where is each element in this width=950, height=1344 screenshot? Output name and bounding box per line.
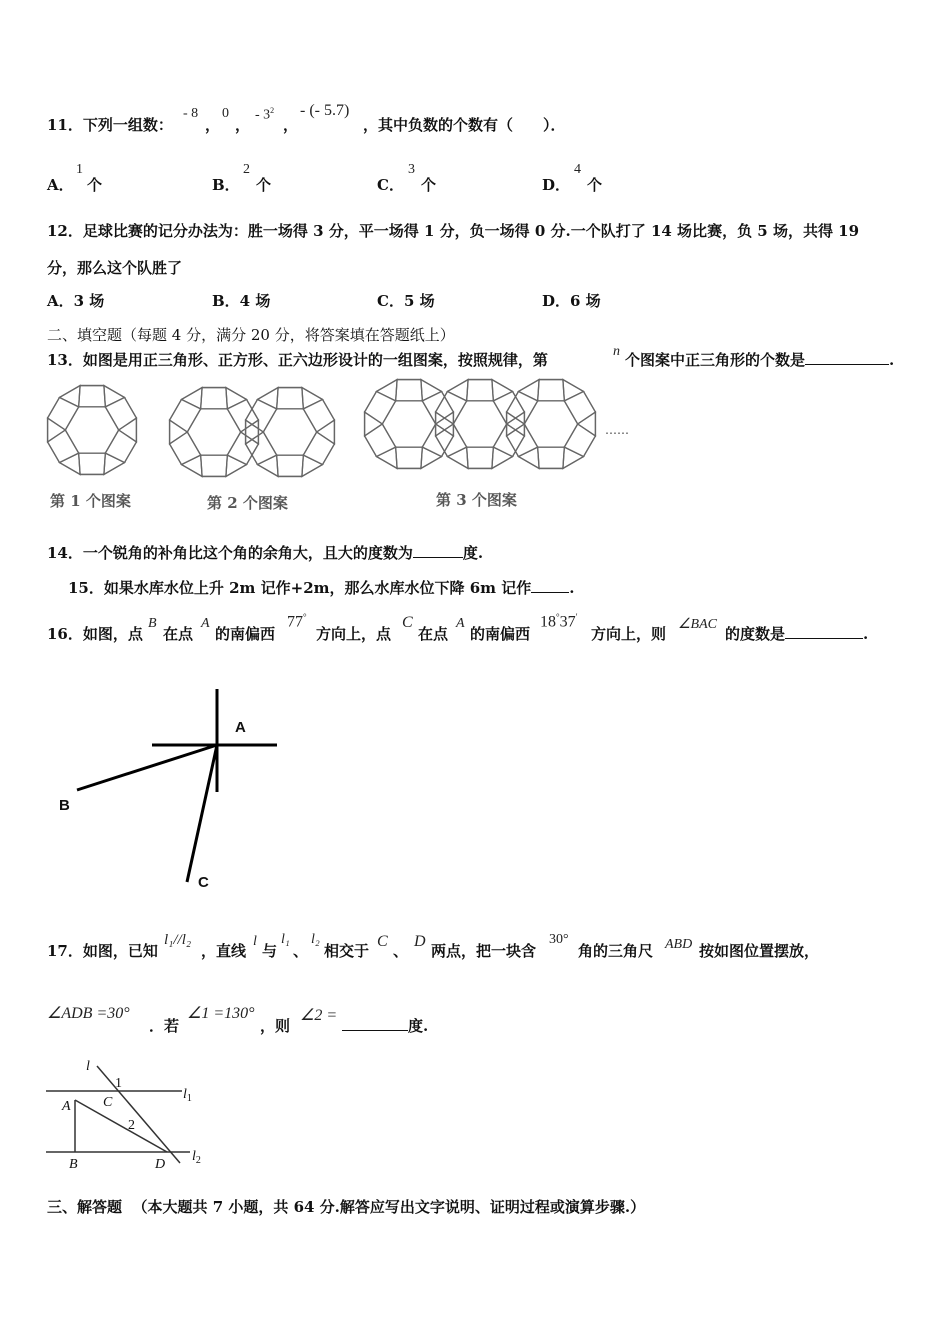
q17-sep-2: 、 — [393, 942, 409, 960]
q13-variable-n: n — [613, 344, 620, 359]
q17-text-9: ，则 — [260, 1017, 291, 1035]
q17-point-c: C — [377, 933, 388, 950]
section-3-heading: 三、解答题 （本大题共 7 小题，共 64 分.解答应写出文字说明、证明过程或演算步骤.） — [47, 1198, 646, 1216]
q13-caption-1: 第 1 个图案 — [50, 492, 131, 510]
q17-triangle-abd: ABD — [665, 937, 693, 952]
q17-text-8: ．若 — [149, 1017, 180, 1035]
q11-option-a-letter: A． — [47, 176, 74, 194]
q17-ask-angle2: ∠2 = — [300, 1007, 338, 1024]
q16-text-4: 方向上，点 — [316, 625, 392, 643]
q17-point-d: D — [414, 933, 426, 950]
q16-text-8: 的度数是 . — [725, 625, 869, 643]
q11-option-d-letter: D． — [542, 176, 571, 194]
q16-point-a-2: A — [456, 616, 465, 631]
q11-comma: ， — [283, 116, 299, 134]
q16-point-a: A — [201, 616, 210, 631]
q15-text: 15．如果水库水位上升 2m 记作+2m，那么水库水位下降 6m 记作 . — [68, 579, 575, 597]
q11-number-2: 0 — [222, 106, 229, 121]
q17-label-l: l — [86, 1059, 90, 1074]
q16-text-5: 在点 — [418, 625, 449, 643]
q12-option-a: A．3 场 — [47, 292, 105, 310]
q17-text-3: 与 — [262, 942, 278, 960]
q11-option-a-value: 1 — [76, 162, 83, 177]
q11-option-b-letter: B． — [212, 176, 240, 194]
q16-point-b: B — [148, 616, 157, 631]
q17-line-l2: l₂ — [311, 932, 320, 947]
q17-parallel: l₁//l₂ — [164, 932, 192, 948]
q11-option-d-value: 4 — [574, 162, 581, 177]
q16-label-b: B — [59, 797, 70, 814]
q13-stem-2: 个图案中正三角形的个数是 . — [625, 351, 895, 369]
q11-number-1: - 8 — [183, 106, 199, 121]
q16-angle-bac: ∠BAC — [678, 617, 717, 632]
q17-label-c: C — [103, 1095, 113, 1110]
q17-text-1: 17．如图，已知 — [47, 942, 158, 960]
q17-label-angle1: 1 — [115, 1076, 122, 1091]
q12-line-2: 分，那么这个队胜了 — [47, 259, 183, 277]
q11-number-3: - $3^2$ — [255, 106, 275, 123]
q16-angle-1: 77° — [287, 612, 307, 631]
q17-label-b: B — [69, 1157, 78, 1172]
q12-line-1: 12．足球比赛的记分办法为：胜一场得 3 分，平一场得 1 分，负一场得 0 分.一个队打了 14 场比赛，负 5 场，共得 19 — [47, 222, 860, 240]
q11-comma: ， — [205, 116, 221, 134]
q17-label-a: A — [62, 1099, 71, 1114]
q17-text-6: 角的三角尺 — [578, 942, 654, 960]
q17-30-degrees: 30° — [549, 932, 569, 947]
q16-label-c: C — [198, 874, 209, 891]
q13-ellipsis: …… — [605, 423, 629, 437]
q17-text-2: ，直线 — [201, 942, 247, 960]
q13-stem: 13．如图是用正三角形、正方形、正六边形设计的一组图案，按照规律，第 — [47, 351, 548, 369]
q11-option-c-unit: 个 — [421, 176, 437, 194]
q17-text-5: 两点，把一块含 — [431, 942, 537, 960]
q17-label-l1: $l_1$ — [183, 1087, 192, 1104]
q12-option-d: D．6 场 — [542, 292, 601, 310]
q11-option-b-unit: 个 — [256, 176, 272, 194]
q11-number-4: - (- 5.7) — [300, 102, 350, 119]
q17-label-d: D — [155, 1157, 166, 1172]
q11-option-b-value: 2 — [243, 162, 250, 177]
q16-text-2: 在点 — [163, 625, 194, 643]
section-2-heading: 二、填空题（每题 4 分，满分 20 分，将答案填在答题纸上） — [47, 326, 455, 344]
q16-angle-2: 18°37′ — [540, 612, 578, 631]
q17-sep: 、 — [293, 942, 309, 960]
q17-condition-angle1: ∠1 =130° — [187, 1005, 255, 1022]
q16-text-3: 的南偏西 — [215, 625, 276, 643]
q17-label-angle2: 2 — [128, 1118, 135, 1133]
q11-option-d-unit: 个 — [587, 176, 603, 194]
q13-caption-3: 第 3 个图案 — [436, 491, 517, 509]
q17-condition-adb: ∠ADB =30° — [47, 1005, 130, 1022]
q16-text-6: 的南偏西 — [470, 625, 531, 643]
q12-option-b: B．4 场 — [212, 292, 271, 310]
q16-text-7: 方向上，则 — [591, 625, 667, 643]
q17-line-l1: l₁ — [281, 932, 290, 947]
q11-option-a-unit: 个 — [87, 176, 103, 194]
q17-text-4: 相交于 — [324, 942, 370, 960]
q16-point-c: C — [402, 614, 413, 631]
q17-text-7: 按如图位置摆放， — [699, 942, 820, 960]
q17-triangle-side-ad — [75, 1100, 167, 1152]
q11-option-c-letter: C． — [377, 176, 404, 194]
q16-text-1: 16．如图，点 — [47, 625, 143, 643]
q13-caption-2: 第 2 个图案 — [207, 494, 288, 512]
q11-comma: ， — [235, 116, 251, 134]
q11-stem: 11．下列一组数： — [47, 116, 173, 134]
q12-option-c: C．5 场 — [377, 292, 435, 310]
q11-option-c-value: 3 — [408, 162, 415, 177]
q16-label-a: A — [235, 719, 246, 736]
q11-stem-end: ，其中负数的个数有（ ）． — [363, 116, 566, 134]
q17-label-l2: $l_2$ — [192, 1149, 201, 1166]
q14-text: 14．一个锐角的补角比这个角的余角大，且大的度数为 度. — [47, 544, 484, 562]
q17-line-l-drawing — [97, 1066, 180, 1163]
q17-line-l: l — [253, 934, 257, 949]
q17-answer: 度. — [342, 1016, 428, 1036]
